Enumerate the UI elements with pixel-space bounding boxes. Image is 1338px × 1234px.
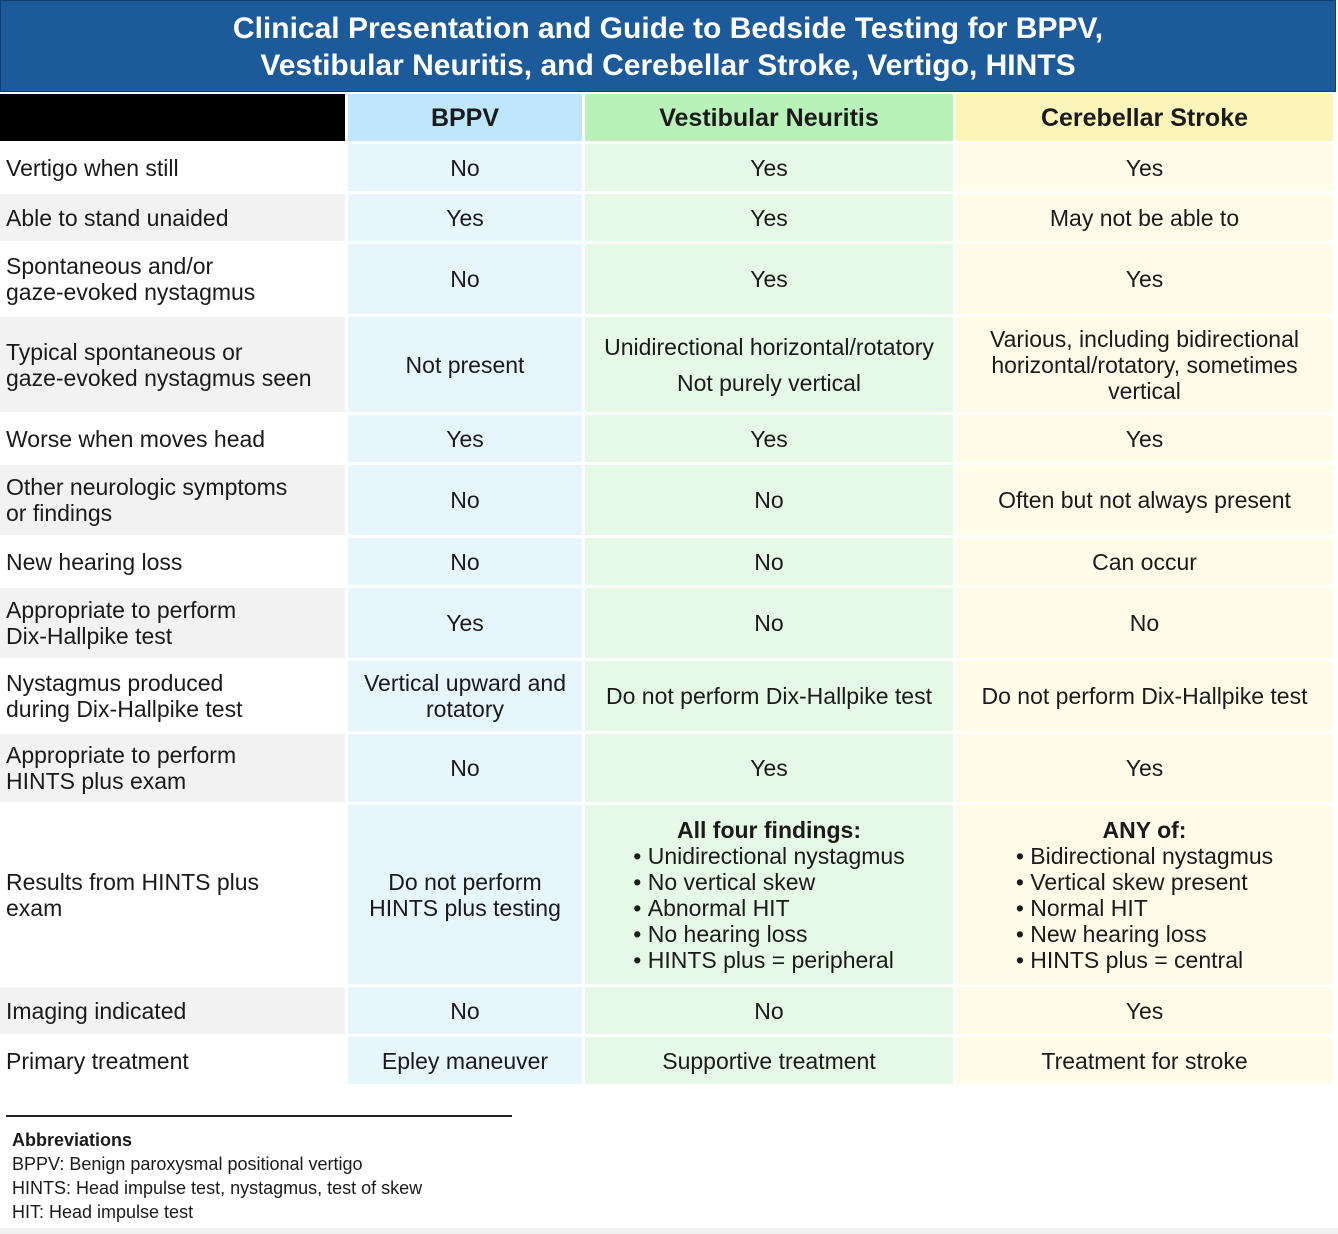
- cell-vestibular-neuritis: Yes: [585, 144, 956, 194]
- abbreviation-item: HINTS: Head impulse test, nystagmus, test of skew: [12, 1178, 423, 1198]
- cell-bppv: No: [348, 465, 585, 538]
- cell-bppv: [348, 805, 585, 987]
- table-row: [0, 465, 1336, 538]
- table-row: [0, 661, 1336, 734]
- table-row: [0, 805, 1336, 987]
- cell-vestibular-neuritis: No: [585, 987, 956, 1037]
- table-row: [0, 538, 1336, 588]
- cell-bppv: No: [348, 734, 585, 805]
- cell-cerebellar-stroke: Yes: [956, 144, 1336, 194]
- title-line-1: Clinical Presentation and Guide to Bedside Testing for BPPV,: [232, 12, 1104, 45]
- cell-line: Not purely vertical: [676, 369, 862, 396]
- row-label-line: or findings: [6, 500, 113, 526]
- finding-item: • HINTS plus = central: [1016, 947, 1273, 973]
- cell-vestibular-neuritis: Yes: [585, 244, 956, 317]
- row-label-line: during Dix-Hallpike test: [6, 696, 243, 722]
- page-title: [0, 0, 1336, 92]
- table-row: [0, 987, 1336, 1037]
- row-label-line: Other neurologic symptoms: [6, 474, 288, 500]
- table-row: [0, 734, 1336, 805]
- cell-vestibular-neuritis: No: [585, 538, 956, 588]
- cell-bppv: Yes: [348, 194, 585, 244]
- findings-heading: ANY of:: [1102, 816, 1187, 843]
- cell-cerebellar-stroke: Yes: [956, 734, 1336, 805]
- cell-cerebellar-stroke: Do not perform Dix-Hallpike test: [956, 661, 1336, 734]
- cell-bppv: Epley maneuver: [348, 1037, 585, 1087]
- row-label: New hearing loss: [0, 538, 348, 588]
- table-row: [0, 1037, 1336, 1087]
- cell-bppv: Not present: [348, 317, 585, 415]
- row-label-line: gaze-evoked nystagmus: [6, 279, 256, 305]
- table-row: [0, 588, 1336, 661]
- cell-vestibular-neuritis: Yes: [585, 734, 956, 805]
- row-label: Imaging indicated: [0, 987, 348, 1037]
- cell-cerebellar-stroke: No: [956, 588, 1336, 661]
- row-label: [0, 244, 348, 317]
- abbreviations-heading: Abbreviations: [12, 1130, 133, 1150]
- cell-line: Unidirectional horizontal/rotatory: [604, 333, 934, 360]
- table-row: [0, 415, 1336, 465]
- cell-cerebellar-stroke: Various, including bidirectional horizontal/rotatory, sometimes vertical: [956, 317, 1336, 415]
- finding-item: • Vertical skew present: [1016, 869, 1273, 895]
- cell-bppv: [348, 661, 585, 734]
- cell-vestibular-neuritis: [585, 805, 956, 987]
- row-label-line: gaze-evoked nystagmus seen: [6, 364, 312, 391]
- row-label-line: Appropriate to perform: [6, 597, 237, 623]
- findings-heading: All four findings:: [677, 816, 861, 843]
- row-label-line: Nystagmus produced: [6, 670, 224, 696]
- header-vestibular-neuritis: Vestibular Neuritis: [585, 94, 956, 144]
- row-label-line: exam: [6, 894, 63, 921]
- finding-item: • Normal HIT: [1016, 895, 1273, 921]
- row-label: [0, 734, 348, 805]
- row-label: [0, 465, 348, 538]
- finding-item: • HINTS plus = peripheral: [633, 947, 904, 973]
- row-label-line: Spontaneous and/or: [6, 253, 214, 279]
- row-label-line: HINTS plus exam: [6, 768, 187, 794]
- row-label-line: Results from HINTS plus: [6, 868, 260, 895]
- cell-cerebellar-stroke: May not be able to: [956, 194, 1336, 244]
- cell-bppv: No: [348, 987, 585, 1037]
- cell-vestibular-neuritis: No: [585, 588, 956, 661]
- cell-cerebellar-stroke: Yes: [956, 244, 1336, 317]
- abbreviation-item: BPPV: Benign paroxysmal positional vertigo: [12, 1154, 363, 1174]
- cell-cerebellar-stroke: [956, 805, 1336, 987]
- cell-line: Do not perform: [388, 868, 542, 895]
- cell-vestibular-neuritis: No: [585, 465, 956, 538]
- cell-line: rotatory: [426, 696, 504, 722]
- comparison-table: [0, 94, 1336, 1087]
- cell-vestibular-neuritis: Supportive treatment: [585, 1037, 956, 1087]
- header-row: [0, 94, 1336, 144]
- cell-cerebellar-stroke: Yes: [956, 987, 1336, 1037]
- row-label: Worse when moves head: [0, 415, 348, 465]
- cell-bppv: Yes: [348, 588, 585, 661]
- row-label: Able to stand unaided: [0, 194, 348, 244]
- finding-item: • No vertical skew: [633, 869, 904, 895]
- cell-bppv: No: [348, 144, 585, 194]
- cell-vestibular-neuritis: Do not perform Dix-Hallpike test: [585, 661, 956, 734]
- row-label-line: Typical spontaneous or: [6, 338, 243, 365]
- cell-cerebellar-stroke: Can occur: [956, 538, 1336, 588]
- cell-line: Vertical upward and: [363, 670, 566, 696]
- finding-item: • No hearing loss: [633, 921, 904, 947]
- findings-list: [1016, 817, 1273, 973]
- header-corner: [0, 94, 348, 144]
- bottom-strip: [0, 1228, 1338, 1234]
- footnote-divider: [6, 1115, 512, 1117]
- abbreviation-item: HIT: Head impulse test: [12, 1202, 194, 1222]
- row-label: Vertigo when still: [0, 144, 348, 194]
- header-bppv: BPPV: [348, 94, 585, 144]
- cell-vestibular-neuritis: [585, 317, 956, 415]
- row-label: [0, 805, 348, 987]
- cell-cerebellar-stroke: Treatment for stroke: [956, 1037, 1336, 1087]
- table-row: [0, 194, 1336, 244]
- findings-list: [633, 817, 904, 973]
- table-row: [0, 244, 1336, 317]
- row-label: [0, 317, 348, 415]
- row-label: Primary treatment: [0, 1037, 348, 1087]
- row-label: [0, 588, 348, 661]
- finding-item: • New hearing loss: [1016, 921, 1273, 947]
- header-cerebellar-stroke: Cerebellar Stroke: [956, 94, 1336, 144]
- cell-vestibular-neuritis: Yes: [585, 194, 956, 244]
- cell-cerebellar-stroke: Yes: [956, 415, 1336, 465]
- cell-cerebellar-stroke: Often but not always present: [956, 465, 1336, 538]
- finding-item: • Bidirectional nystagmus: [1016, 843, 1273, 869]
- finding-item: • Abnormal HIT: [633, 895, 904, 921]
- cell-line: HINTS plus testing: [369, 894, 561, 921]
- table-row: [0, 317, 1336, 415]
- cell-bppv: No: [348, 538, 585, 588]
- row-label-line: Dix-Hallpike test: [6, 623, 173, 649]
- cell-bppv: No: [348, 244, 585, 317]
- cell-vestibular-neuritis: Yes: [585, 415, 956, 465]
- cell-bppv: Yes: [348, 415, 585, 465]
- table-row: [0, 144, 1336, 194]
- title-line-2: Vestibular Neuritis, and Cerebellar Stroke, Vertigo, HINTS: [260, 49, 1076, 82]
- abbreviations-block: [12, 1128, 422, 1224]
- row-label-line: Appropriate to perform: [6, 742, 237, 768]
- finding-item: • Unidirectional nystagmus: [633, 843, 904, 869]
- row-label: [0, 661, 348, 734]
